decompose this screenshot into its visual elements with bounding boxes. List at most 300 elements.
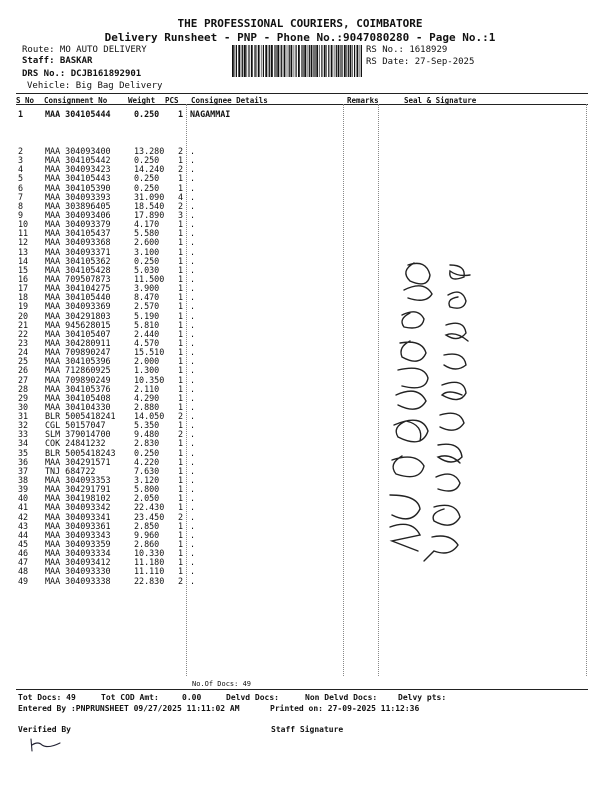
row-weight: 2.860 xyxy=(134,539,160,550)
barcode-bar xyxy=(340,45,341,77)
row-consignee: . xyxy=(190,182,196,193)
row-consignee: . xyxy=(190,438,196,449)
row-consignee: . xyxy=(190,173,196,184)
row-sno: 31 xyxy=(18,411,29,422)
row-consignment-no: CGL 50157047 xyxy=(45,420,106,431)
row-consignee: . xyxy=(190,200,196,211)
barcode-bar xyxy=(269,45,270,77)
row-sno: 21 xyxy=(18,319,29,330)
row-pcs: 1 xyxy=(178,328,184,339)
drs-number: DRS No.: DCJB161892901 xyxy=(22,69,142,79)
barcode-bar xyxy=(236,45,237,77)
row-pcs: 4 xyxy=(178,191,184,202)
route-label: Route: MO AUTO DELIVERY xyxy=(22,45,147,55)
delivery-points: Delvy pts: xyxy=(398,693,447,702)
runsheet-title: Delivery Runsheet - PNP - Phone No.:9047080280 - Page No.:1 xyxy=(104,31,496,44)
row-weight: 4.290 xyxy=(134,392,160,403)
barcode-bar xyxy=(304,45,306,77)
barcode-bar xyxy=(350,45,352,77)
table-row xyxy=(0,366,600,375)
row-consignment-no: SLM 379014700 xyxy=(45,429,111,440)
total-cod-value: 0.00 xyxy=(182,693,202,702)
row-sno: 12 xyxy=(18,237,29,248)
row-weight: 15.510 xyxy=(134,347,165,358)
row-weight: 2.570 xyxy=(134,301,160,312)
row-weight: 3.100 xyxy=(134,246,160,257)
row-consignee: . xyxy=(190,411,196,422)
row-sno: 11 xyxy=(18,228,29,239)
row-weight: 2.000 xyxy=(134,356,160,367)
row-pcs: 1 xyxy=(178,374,184,385)
row-weight: 17.890 xyxy=(134,209,165,220)
row-consignment-no: MAA 304198102 xyxy=(45,493,111,504)
row-consignee: . xyxy=(190,401,196,412)
row-pcs: 1 xyxy=(178,383,184,394)
barcode-bar xyxy=(302,45,303,77)
row-weight: 4.570 xyxy=(134,337,160,348)
row-sno: 32 xyxy=(18,420,29,431)
barcode-bar xyxy=(281,45,282,77)
row-consignment-no: MAA 712860925 xyxy=(45,365,111,376)
row-sno: 44 xyxy=(18,529,29,540)
barcode-bar xyxy=(261,45,262,77)
barcode-bar xyxy=(334,45,335,77)
row-consignment-no: MAA 304105408 xyxy=(45,392,111,403)
row-weight: 0.250 xyxy=(134,182,160,193)
barcode-bar xyxy=(311,45,313,77)
barcode-bar xyxy=(244,45,246,77)
row-consignee: . xyxy=(190,219,196,230)
row-weight: 1.300 xyxy=(134,365,160,376)
rs-date: RS Date: 27-Sep-2025 xyxy=(366,57,475,67)
row-pcs: 1 xyxy=(178,228,184,239)
row-consignee: . xyxy=(190,493,196,504)
row-sno: 37 xyxy=(18,465,29,476)
barcode-bar xyxy=(265,45,267,77)
col-pcs: PCS xyxy=(165,96,179,105)
row-weight: 22.430 xyxy=(134,502,165,513)
row-consignment-no: MAA 304291791 xyxy=(45,484,111,495)
row-consignment-no: MAA 304093412 xyxy=(45,557,111,568)
row-pcs: 1 xyxy=(178,529,184,540)
row-consignee: . xyxy=(190,475,196,486)
row-weight: 8.470 xyxy=(134,292,160,303)
col-remarks: Remarks xyxy=(347,96,379,105)
row-pcs: 1 xyxy=(178,557,184,568)
barcode-bar xyxy=(274,45,275,77)
barcode-bar xyxy=(313,45,314,77)
row-sno: 6 xyxy=(18,182,24,193)
barcode-bar xyxy=(263,45,264,77)
row-pcs: 1 xyxy=(178,255,184,266)
row-sno: 46 xyxy=(18,548,29,559)
row-consignment-no: MAA 304280911 xyxy=(45,337,111,348)
row-consignee: . xyxy=(190,575,196,586)
row-consignment-no: MAA 304291571 xyxy=(45,456,111,467)
row-sno: 33 xyxy=(18,429,29,440)
row-sno: 20 xyxy=(18,310,29,321)
row-weight: 3.120 xyxy=(134,475,160,486)
row-pcs: 1 xyxy=(178,219,184,230)
row-pcs: 1 xyxy=(178,456,184,467)
row-pcs: 1 xyxy=(178,264,184,275)
row-sno: 14 xyxy=(18,255,29,266)
row-weight: 7.630 xyxy=(134,465,160,476)
row-pcs: 1 xyxy=(178,420,184,431)
row-weight: 3.900 xyxy=(134,283,160,294)
barcode-bar xyxy=(291,45,293,77)
row-sno: 29 xyxy=(18,392,29,403)
row-sno: 36 xyxy=(18,456,29,467)
row-pcs: 1 xyxy=(178,237,184,248)
row-consignee: . xyxy=(190,310,196,321)
row-consignee: . xyxy=(190,164,196,175)
row-consignment-no: MAA 304105407 xyxy=(45,328,111,339)
row-weight: 5.030 xyxy=(134,264,160,275)
row-weight: 2.830 xyxy=(134,438,160,449)
row-consignment-no: COK 24841232 xyxy=(45,438,106,449)
row-sno: 41 xyxy=(18,502,29,513)
row-pcs: 1 xyxy=(178,365,184,376)
row-weight: 0.250 xyxy=(134,109,160,119)
barcode-bar xyxy=(271,45,273,77)
row-consignment-no: MAA 304093353 xyxy=(45,475,111,486)
verified-by-label: Verified By xyxy=(18,725,71,734)
row-pcs: 1 xyxy=(178,337,184,348)
non-delivered-docs: Non Delvd Docs: xyxy=(305,693,378,702)
row-weight: 4.220 xyxy=(134,456,160,467)
barcode-bar xyxy=(238,45,240,77)
row-consignment-no: MAA 304105443 xyxy=(45,173,111,184)
barcode-bar xyxy=(361,45,362,77)
barcode-bar xyxy=(248,45,249,77)
row-consignee: . xyxy=(190,146,196,156)
row-consignment-no: MAA 709890249 xyxy=(45,374,111,385)
row-sno: 28 xyxy=(18,383,29,394)
row-consignment-no: MAA 304105396 xyxy=(45,356,111,367)
row-pcs: 1 xyxy=(178,447,184,458)
table-row xyxy=(0,110,600,119)
row-consignee: . xyxy=(190,392,196,403)
row-pcs: 1 xyxy=(178,566,184,577)
row-consignment-no: MAA 304093330 xyxy=(45,566,111,577)
row-weight: 2.110 xyxy=(134,383,160,394)
barcode-bar xyxy=(235,45,236,77)
barcode-bar xyxy=(289,45,290,77)
row-sno: 43 xyxy=(18,520,29,531)
row-consignment-no: MAA 304093406 xyxy=(45,209,111,220)
row-consignment-no: MAA 945628015 xyxy=(45,319,111,330)
row-consignee: . xyxy=(190,264,196,275)
row-consignment-no: MAA 304093400 xyxy=(45,146,111,156)
col-consignee: Consignee Details xyxy=(191,96,268,105)
row-sno: 38 xyxy=(18,475,29,486)
row-sno: 15 xyxy=(18,264,29,275)
row-pcs: 2 xyxy=(178,411,184,422)
row-sno: 39 xyxy=(18,484,29,495)
row-sno: 35 xyxy=(18,447,29,458)
row-pcs: 1 xyxy=(178,520,184,531)
row-consignment-no: BLR 5005418243 xyxy=(45,447,116,458)
row-pcs: 1 xyxy=(178,319,184,330)
signature-text: 9482820965 R25inemalagraa xyxy=(380,245,396,246)
row-weight: 14.050 xyxy=(134,411,165,422)
barcode-bar xyxy=(242,45,243,77)
row-pcs: 1 xyxy=(178,356,184,367)
row-sno: 13 xyxy=(18,246,29,257)
row-weight: 11.180 xyxy=(134,557,165,568)
row-pcs: 1 xyxy=(178,502,184,513)
printed-on: Printed on: 27-09-2025 11:12:36 xyxy=(270,704,420,713)
row-consignment-no: MAA 304093393 xyxy=(45,191,111,202)
row-pcs: 2 xyxy=(178,429,184,440)
barcode-bar xyxy=(241,45,242,77)
row-weight: 11.500 xyxy=(134,273,165,284)
row-weight: 11.110 xyxy=(134,566,165,577)
barcode-bar xyxy=(348,45,349,77)
barcode-bar xyxy=(341,45,342,77)
rs-number: RS No.: 1618929 xyxy=(366,45,448,55)
barcode-bar xyxy=(280,45,281,77)
row-consignee: . xyxy=(190,456,196,467)
row-sno: 47 xyxy=(18,557,29,568)
row-consignment-no: MAA 304093341 xyxy=(45,511,111,522)
barcode-bar xyxy=(298,45,300,77)
barcode-bar xyxy=(324,45,326,77)
barcode-bar xyxy=(258,45,260,77)
row-consignee: . xyxy=(190,155,196,166)
row-consignee: . xyxy=(190,228,196,239)
barcode-bar xyxy=(268,45,269,77)
barcode-bar xyxy=(277,45,279,77)
row-weight: 9.480 xyxy=(134,429,160,440)
row-weight: 10.350 xyxy=(134,374,165,385)
total-docs: Tot Docs: 49 xyxy=(18,693,76,702)
row-consignment-no: MAA 304105376 xyxy=(45,383,111,394)
row-consignee: . xyxy=(190,273,196,284)
barcode-bar xyxy=(284,45,286,77)
row-sno: 42 xyxy=(18,511,29,522)
row-pcs: 1 xyxy=(178,273,184,284)
row-weight: 5.350 xyxy=(134,420,160,431)
row-sno: 4 xyxy=(18,164,24,175)
row-consignee: . xyxy=(190,255,196,266)
row-sno: 3 xyxy=(18,155,24,166)
row-sno: 19 xyxy=(18,301,29,312)
row-weight: 18.540 xyxy=(134,200,165,211)
row-sno: 34 xyxy=(18,438,29,449)
row-sno: 8 xyxy=(18,200,24,211)
barcode-bar xyxy=(255,45,256,77)
row-consignment-no: MAA 304093338 xyxy=(45,575,111,586)
row-pcs: 2 xyxy=(178,200,184,211)
table-header-rule xyxy=(16,104,588,105)
barcode-bar xyxy=(338,45,340,77)
row-consignment-no: MAA 304093342 xyxy=(45,502,111,513)
row-sno: 22 xyxy=(18,328,29,339)
row-consignee: . xyxy=(190,365,196,376)
row-consignee: . xyxy=(190,356,196,367)
summary-top-rule xyxy=(16,689,588,690)
row-consignee: . xyxy=(190,548,196,559)
row-pcs: 1 xyxy=(178,493,184,504)
row-consignee: . xyxy=(190,566,196,577)
row-sno: 5 xyxy=(18,173,24,184)
barcode-bar xyxy=(287,45,288,77)
col-seal-signature: Seal & Signature xyxy=(404,96,477,105)
barcode-bar xyxy=(314,45,315,77)
barcode-bar xyxy=(331,45,333,77)
row-pcs: 1 xyxy=(178,173,184,184)
row-weight: 0.250 xyxy=(134,155,160,166)
row-sno: 23 xyxy=(18,337,29,348)
row-consignee: . xyxy=(190,374,196,385)
row-consignment-no: MAA 304291803 xyxy=(45,310,111,321)
row-pcs: 1 xyxy=(178,548,184,559)
row-weight: 14.240 xyxy=(134,164,165,175)
row-consignee: . xyxy=(190,209,196,220)
no-of-docs: No.Of Docs: 49 xyxy=(192,680,252,688)
col-weight: Weight xyxy=(128,96,156,105)
row-consignee: . xyxy=(190,502,196,513)
delivered-docs: Delvd Docs: xyxy=(226,693,279,702)
row-pcs: 3 xyxy=(178,209,184,220)
row-consignee: . xyxy=(190,383,196,394)
row-pcs: 1 xyxy=(178,484,184,495)
row-sno: 45 xyxy=(18,539,29,550)
row-consignee: . xyxy=(190,429,196,440)
row-weight: 5.800 xyxy=(134,484,160,495)
barcode-bar xyxy=(316,45,318,77)
company-name: THE PROFESSIONAL COURIERS, COIMBATORE xyxy=(177,17,423,30)
row-weight: 2.440 xyxy=(134,328,160,339)
row-pcs: 1 xyxy=(178,310,184,321)
barcode-bar xyxy=(328,45,329,77)
barcode xyxy=(232,45,362,77)
row-sno: 17 xyxy=(18,283,29,294)
row-sno: 40 xyxy=(18,493,29,504)
row-weight: 0.250 xyxy=(134,447,160,458)
row-consignment-no: MAA 303896405 xyxy=(45,200,111,211)
row-consignee: . xyxy=(190,191,196,202)
row-weight: 5.580 xyxy=(134,228,160,239)
row-weight: 23.450 xyxy=(134,511,165,522)
row-consignee: . xyxy=(190,420,196,431)
row-consignment-no: MAA 304105428 xyxy=(45,264,111,275)
row-sno: 1 xyxy=(18,109,24,119)
row-consignee: . xyxy=(190,328,196,339)
row-consignee: . xyxy=(190,246,196,257)
row-consignee: . xyxy=(190,337,196,348)
row-consignment-no: MAA 304093423 xyxy=(45,164,111,175)
row-consignee: . xyxy=(190,347,196,358)
row-pcs: 2 xyxy=(178,575,184,586)
row-pcs: 2 xyxy=(178,511,184,522)
row-consignment-no: MAA 304105362 xyxy=(45,255,111,266)
row-consignment-no: MAA 304105440 xyxy=(45,292,111,303)
row-sno: 24 xyxy=(18,347,29,358)
staff-signature-label: Staff Signature xyxy=(271,725,344,734)
row-pcs: 1 xyxy=(178,292,184,303)
row-sno: 2 xyxy=(18,146,24,156)
barcode-bar xyxy=(354,45,355,77)
row-consignee: . xyxy=(190,484,196,495)
barcode-bar xyxy=(344,45,346,77)
row-weight: 5.190 xyxy=(134,310,160,321)
row-consignment-no: MAA 304093368 xyxy=(45,237,111,248)
row-consignee: . xyxy=(190,465,196,476)
row-consignment-no: MAA 304093379 xyxy=(45,219,111,230)
row-weight: 13.280 xyxy=(134,146,165,156)
row-consignment-no: MAA 304093359 xyxy=(45,539,111,550)
row-consignment-no: MAA 709890247 xyxy=(45,347,111,358)
barcode-bar xyxy=(232,45,234,77)
row-consignment-no: MAA 304105437 xyxy=(45,228,111,239)
row-consignment-no: MAA 304093343 xyxy=(45,529,111,540)
row-pcs: 1 xyxy=(178,465,184,476)
table-top-rule xyxy=(16,93,588,94)
row-pcs: 2 xyxy=(178,164,184,175)
row-consignment-no: BLR 5005418241 xyxy=(45,411,116,422)
row-consignment-no: MAA 304093371 xyxy=(45,246,111,257)
barcode-bar xyxy=(357,45,359,77)
row-pcs: 1 xyxy=(178,301,184,312)
row-pcs: 1 xyxy=(178,438,184,449)
row-consignment-no: MAA 304105444 xyxy=(45,109,111,119)
row-weight: 2.880 xyxy=(134,401,160,412)
row-consignee: . xyxy=(190,319,196,330)
row-consignment-no: MAA 709507873 xyxy=(45,273,111,284)
row-consignee: . xyxy=(190,301,196,312)
barcode-bar xyxy=(326,45,327,77)
barcode-bar xyxy=(321,45,322,77)
row-sno: 9 xyxy=(18,209,24,220)
barcode-bar xyxy=(352,45,353,77)
col-consignment: Consignment No xyxy=(44,96,108,105)
row-consignment-no: MAA 304093361 xyxy=(45,520,111,531)
row-weight: 5.810 xyxy=(134,319,160,330)
row-consignee: . xyxy=(190,529,196,540)
barcode-bar xyxy=(251,45,253,77)
row-pcs: 1 xyxy=(178,475,184,486)
row-sno: 18 xyxy=(18,292,29,303)
row-pcs: 1 xyxy=(178,539,184,550)
row-sno: 7 xyxy=(18,191,24,202)
row-weight: 22.830 xyxy=(134,575,165,586)
row-weight: 2.600 xyxy=(134,237,160,248)
row-consignment-no: MAA 304104275 xyxy=(45,283,111,294)
row-weight: 0.250 xyxy=(134,255,160,266)
row-pcs: 1 xyxy=(178,283,184,294)
verifier-signature xyxy=(28,737,62,753)
row-consignment-no: TNJ 684722 xyxy=(45,465,96,476)
row-consignee: . xyxy=(190,292,196,303)
handwritten-signature xyxy=(380,245,490,565)
row-sno: 49 xyxy=(18,575,29,586)
row-consignee: . xyxy=(190,237,196,248)
row-sno: 30 xyxy=(18,401,29,412)
barcode-bar xyxy=(346,45,347,77)
row-weight: 9.960 xyxy=(134,529,160,540)
barcode-bar xyxy=(275,45,276,77)
row-weight: 2.050 xyxy=(134,493,160,504)
row-consignment-no: MAA 304104330 xyxy=(45,401,111,412)
row-pcs: 1 xyxy=(178,347,184,358)
row-sno: 10 xyxy=(18,219,29,230)
row-consignee: . xyxy=(190,557,196,568)
barcode-bar xyxy=(296,45,297,77)
total-cod-label: Tot COD Amt: xyxy=(101,693,159,702)
